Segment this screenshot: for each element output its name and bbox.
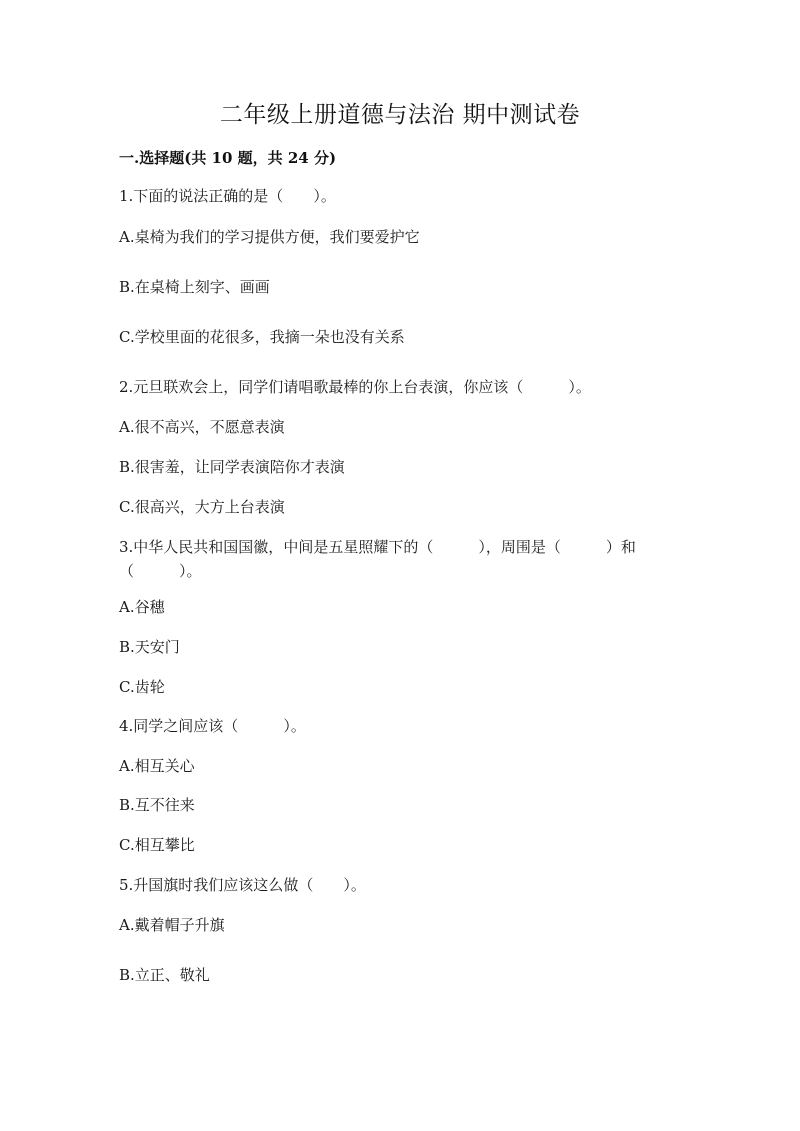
- question-3-option-b: B.天安门: [119, 638, 180, 656]
- question-2-option-c: C.很高兴，大方上台表演: [119, 498, 285, 516]
- question-1-option-b: B.在桌椅上刻字、画画: [119, 278, 270, 296]
- question-5-option-a: A.戴着帽子升旗: [119, 916, 225, 934]
- section-heading: 一.选择题(共 10 题，共 24 分): [119, 149, 337, 167]
- question-3-option-a: A.谷穗: [119, 598, 165, 616]
- question-4-stem: 4.同学之间应该（ ）。: [119, 717, 306, 735]
- question-2-option-b: B.很害羞，让同学表演陪你才表演: [119, 458, 345, 476]
- question-2-stem: 2.元旦联欢会上，同学们请唱歌最棒的你上台表演，你应该（ ）。: [119, 378, 591, 396]
- question-3-stem: 3.中华人民共和国国徽，中间是五星照耀下的（ ），周围是（ ）和（ ）。: [119, 538, 636, 580]
- question-4-option-c: C.相互攀比: [119, 836, 195, 854]
- question-4-option-b: B.互不往来: [119, 796, 195, 814]
- exam-title: 二年级上册道德与法治 期中测试卷: [219, 102, 581, 128]
- question-1-option-a: A.桌椅为我们的学习提供方便，我们要爱护它: [119, 228, 420, 246]
- question-1-stem: 1.下面的说法正确的是（ ）。: [119, 187, 336, 205]
- question-3-option-c: C.齿轮: [119, 678, 165, 696]
- question-4-option-a: A.相互关心: [119, 757, 195, 775]
- question-5-stem: 5.升国旗时我们应该这么做（ ）。: [119, 876, 366, 894]
- question-1-option-c: C.学校里面的花很多，我摘一朵也没有关系: [119, 328, 405, 346]
- question-2-option-a: A.很不高兴，不愿意表演: [119, 418, 285, 436]
- question-5-option-b: B.立正、敬礼: [119, 966, 210, 984]
